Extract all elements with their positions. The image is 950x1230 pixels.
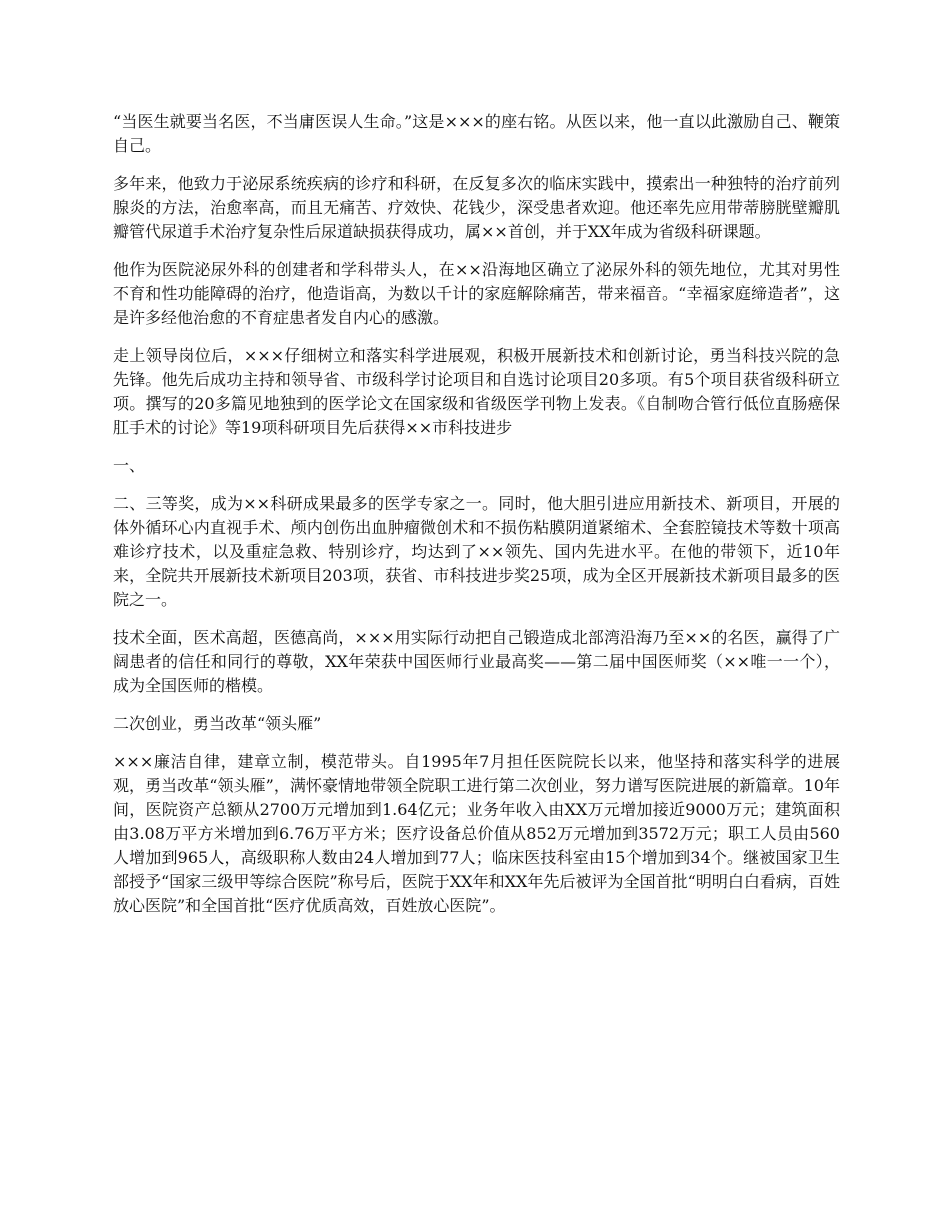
document-body [113, 110, 840, 932]
paragraph-section-one: 一、 [113, 456, 146, 475]
paragraph-reputation: 技术全面，医术高超，医德高尚，×××用实际行动把自己锻造成北部湾沿海乃至××的名医，赢得了广阔患者的信任和同行的尊敬，XX年荣获中国医师行业最高奖——第二届中国医师奖（××唯一一个），成为全国医师的楷模。 [113, 628, 840, 695]
section-heading: 二次创业，勇当改革“领头雁” [113, 714, 322, 733]
paragraph-awards: 二、三等奖，成为××科研成果最多的医学专家之一。同时，他大胆引进应用新技术、新项目，开展的体外循环心内直视手术、颅内创伤出血肿瘤微创术和不损伤粘膜阴道紧缩术、全套腔镜技术等数十项高难诊疗技术，以及重症急救、特别诊疗，均达到了××领先、国内先进水平。在他的带领下，近10年来，全院共开展新技术新项目203项，获省、市科技进步奖25项，成为全区开展新技术新项目最多的医院之一。 [113, 494, 840, 609]
paragraph-reform: ×××廉洁自律，建章立制，模范带头。自1995年7月担任医院院长以来，他坚持和落实科学的进展观，勇当改革“领头雁”，满怀豪情地带领全院职工进行第二次创业，努力谱写医院进展的新篇章。10年间，医院资产总额从2700万元增加到1.64亿元；业务年收入由XX万元增加接近9000万元；建筑面积由3.08万平方米增加到6.76万平方米；医疗设备总价值从852万元增加到3572万元；职工人员由560人增加到965人，高级职称人数由24人增加到77人；临床医技科室由15个增加到34个。继被国家卫生部授予“国家三级甲等综合医院”称号后，医院于XX年和XX年先后被评为全国首批“明明白白看病，百姓放心医院”和全国首批“医疗优质高效，百姓放心医院”。 [113, 752, 840, 915]
paragraph-motto: “当医生就要当名医，不当庸医误人生命。”这是×××的座右铭。从医以来，他一直以此激励自己、鞭策自己。 [113, 112, 840, 155]
paragraph-research: 多年来，他致力于泌尿系统疾病的诊疗和科研，在反复多次的临床实践中，摸索出一种独特的治疗前列腺炎的方法，治愈率高，而且无痛苦、疗效快、花钱少，深受患者欢迎。他还率先应用带蒂膀胱壁瓣肌瓣管代尿道手术治疗复杂性后尿道缺损获得成功，属××首创，并于XX年成为省级科研课题。 [113, 174, 840, 241]
paragraph-leadership: 走上领导岗位后，×××仔细树立和落实科学进展观，积极开展新技术和创新讨论，勇当科技兴院的急先锋。他先后成功主持和领导省、市级科学讨论项目和自选讨论项目20多项。有5个项目获省级科研立项。撰写的20多篇见地独到的医学论文在国家级和省级医学刊物上发表。《自制吻合管行低位直肠癌保肛手术的讨论》等19项科研项目先后获得××市科技进步 [113, 346, 840, 437]
paragraph-urology-leader: 他作为医院泌尿外科的创建者和学科带头人，在××沿海地区确立了泌尿外科的领先地位，尤其对男性不育和性功能障碍的治疗，他造诣高，为数以千计的家庭解除痛苦，带来福音。“幸福家庭缔造者”，这是许多经他治愈的不育症患者发自内心的感激。 [113, 260, 840, 327]
